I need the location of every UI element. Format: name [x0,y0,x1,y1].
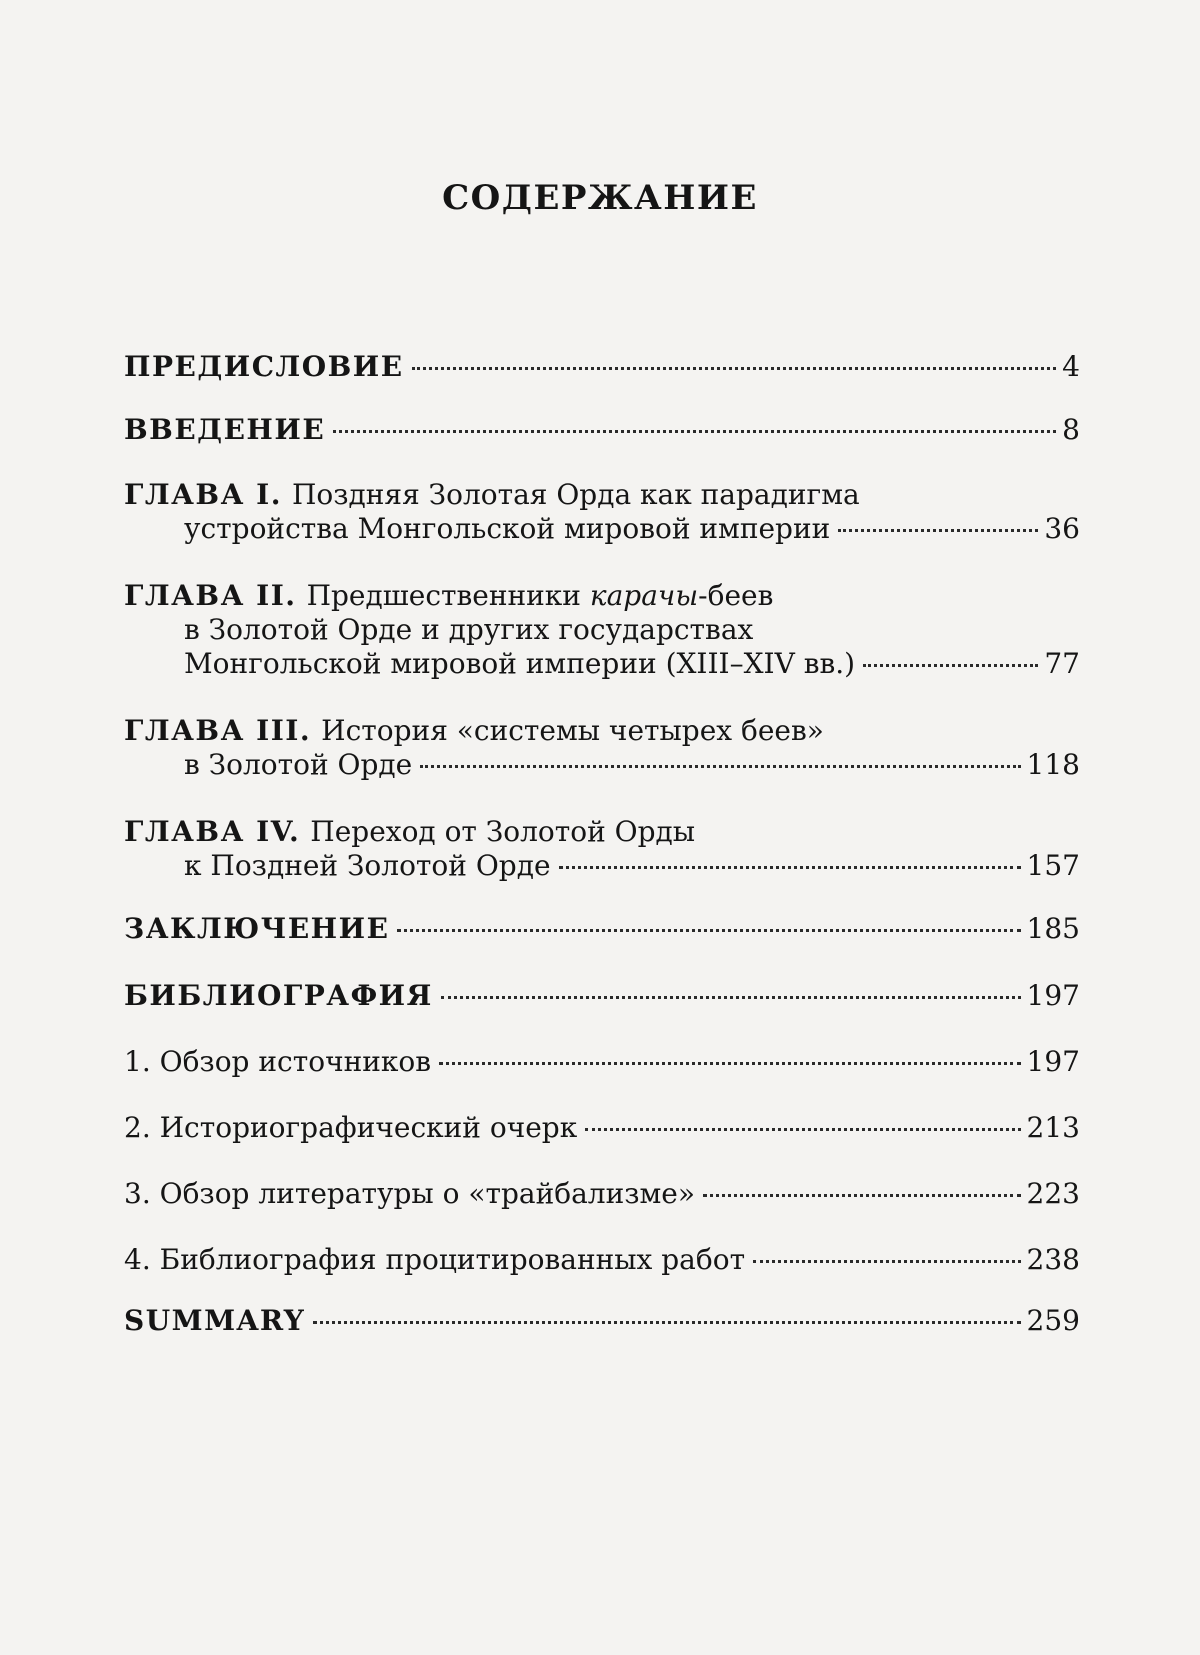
toc-entry-bibliography[interactable] [124,979,1080,1013]
dot-leader [703,1194,1021,1197]
chapter-number: ГЛАВА IV. [124,815,301,848]
page-number: 8 [1062,413,1080,446]
toc-entry-sources-review[interactable] [124,1045,1080,1079]
toc-entry-cited-works[interactable] [124,1243,1080,1277]
toc-label: 1. Обзор источников [124,1045,432,1078]
toc-label: SUMMARY [124,1304,306,1337]
chapter-title-line: Переход от Золотой Орды [310,815,696,848]
dot-leader [585,1128,1020,1131]
chapter-title-line: История «системы четырех беев» [321,714,824,747]
chapter-title-line: устройства Монгольской мировой империи [184,512,831,545]
dot-leader [420,765,1020,768]
toc-entry-historiography[interactable] [124,1111,1080,1145]
chapter-number: ГЛАВА II. [124,579,297,612]
toc-entry-summary[interactable] [124,1304,1080,1338]
toc-entry-chapter-2[interactable] [124,579,1080,681]
page-number: 238 [1026,1243,1080,1276]
dot-leader [838,529,1038,532]
toc-entry-introduction[interactable] [124,413,1080,447]
dot-leader [863,664,1038,667]
page-number: 36 [1044,512,1080,545]
toc-label: ЗАКЛЮЧЕНИЕ [124,912,390,945]
chapter-number: ГЛАВА III. [124,714,312,747]
dot-leader [397,929,1020,932]
page-number: 259 [1026,1304,1080,1337]
toc-entry-chapter-1[interactable] [124,478,1080,546]
chapter-title-line: Поздняя Золотая Орда как парадигма [291,478,860,511]
page-number: 197 [1026,979,1080,1012]
dot-leader [753,1260,1020,1263]
page-title: СОДЕРЖАНИЕ [442,178,758,218]
chapter-title-line: Монгольской мировой империи (XIII–XIV вв.) [184,647,856,680]
toc-entry-chapter-3[interactable] [124,714,1080,782]
dot-leader [439,1062,1021,1065]
page-number: 223 [1026,1177,1080,1210]
page-number: 118 [1026,748,1080,781]
toc-label: 3. Обзор литературы о «трайбализме» [124,1177,695,1210]
toc-label: 2. Историографический очерк [124,1111,578,1144]
chapter-number: ГЛАВА I. [124,478,282,511]
chapter-title-line: Предшественники [306,579,590,612]
toc-entry-conclusion[interactable] [124,912,1080,946]
toc-entry-tribalism-literature[interactable] [124,1177,1080,1211]
chapter-title-line: в Золотой Орде [184,748,413,781]
toc-label: ВВЕДЕНИЕ [124,413,326,446]
dot-leader [313,1321,1020,1324]
chapter-title-suffix: -беев [698,579,774,612]
toc-entry-preface[interactable] [124,350,1080,384]
page-number: 4 [1062,350,1080,383]
dot-leader [412,367,1057,370]
toc-label: БИБЛИОГРАФИЯ [124,979,433,1012]
toc-entry-chapter-4[interactable] [124,815,1080,883]
toc-label: 4. Библиография процитированных работ [124,1243,746,1276]
page-number: 77 [1044,647,1080,680]
page-number: 213 [1026,1111,1080,1144]
chapter-title-line: в Золотой Орде и других государствах [184,613,754,646]
dot-leader [333,430,1056,433]
toc-label: ПРЕДИСЛОВИЕ [124,350,404,383]
dot-leader [441,996,1021,999]
chapter-title-line: к Поздней Золотой Орде [184,849,551,882]
page-number: 157 [1026,849,1080,882]
chapter-title-italic: карачы [589,579,699,612]
page-number: 185 [1026,912,1080,945]
dot-leader [559,866,1021,869]
page-number: 197 [1026,1045,1080,1078]
